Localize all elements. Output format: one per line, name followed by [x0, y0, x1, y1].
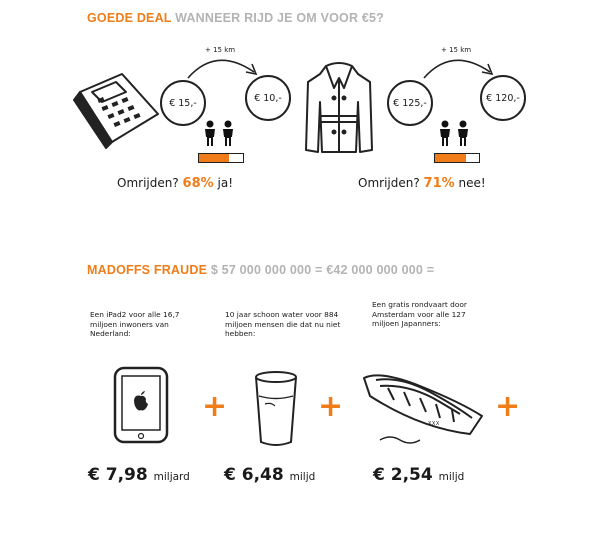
title-bold: GOEDE DEAL [87, 11, 172, 25]
vote-left [117, 176, 233, 191]
coat-icon [304, 62, 374, 156]
progress-bar-left [198, 153, 244, 163]
title-rest: $ 57 000 000 000 = €42 000 000 000 = [210, 263, 435, 277]
distance-label-left: + 15 km [205, 46, 236, 54]
price-unit: miljd [289, 471, 316, 483]
water-glass-icon [253, 370, 299, 448]
distance-label-right: + 15 km [441, 46, 472, 54]
plus-sign: + [495, 389, 521, 424]
item-price [224, 465, 315, 485]
calculator-icon [72, 70, 162, 150]
price-unit: miljd [438, 471, 465, 483]
price-unit: miljard [153, 471, 190, 483]
progress-fill-right [435, 154, 466, 162]
title-rest: WANNEER RIJD JE OM VOOR €5? [175, 11, 385, 25]
item-price [373, 465, 464, 485]
item-price [88, 465, 190, 485]
boat-name: XXX [428, 421, 440, 427]
vote-right [358, 176, 486, 191]
price-from-right: € 125,- [387, 80, 433, 126]
price-to-left: € 10,- [245, 75, 291, 121]
price-value: € 2,54 [373, 465, 433, 485]
section-title-goede-deal [87, 11, 384, 25]
item-description: Een iPad2 voor alle 16,7 miljoen inwoners van Nederland: [90, 310, 180, 339]
canal-boat-icon [360, 368, 488, 452]
progress-fill-left [199, 154, 229, 162]
price-from-left: € 15,- [160, 80, 206, 126]
percent-right: 71% [423, 176, 455, 191]
percent-left: 68% [182, 176, 214, 191]
price-value: € 6,48 [224, 465, 284, 485]
progress-bar-right [434, 153, 480, 163]
question-right: Omrijden? [358, 176, 420, 190]
plus-sign: + [318, 389, 344, 424]
section-title-madoffs-fraude [87, 263, 434, 277]
item-description: 10 jaar schoon water voor 884 miljoen mensen die dat nu niet hebben: [225, 310, 341, 339]
price-to-right: € 120,- [480, 75, 526, 121]
price-value: € 7,98 [88, 465, 148, 485]
answer-left: ja! [217, 176, 233, 190]
people-icon [202, 120, 236, 146]
answer-right: nee! [458, 176, 486, 190]
people-icon [437, 120, 471, 146]
arrow-right-icon [186, 52, 266, 82]
plus-sign: + [202, 389, 228, 424]
title-bold: MADOFFS FRAUDE [87, 263, 208, 277]
ipad-icon [112, 365, 170, 445]
question-left: Omrijden? [117, 176, 179, 190]
item-description: Een gratis rondvaart door Amsterdam voor alle 127 miljoen Japanners: [372, 300, 467, 329]
